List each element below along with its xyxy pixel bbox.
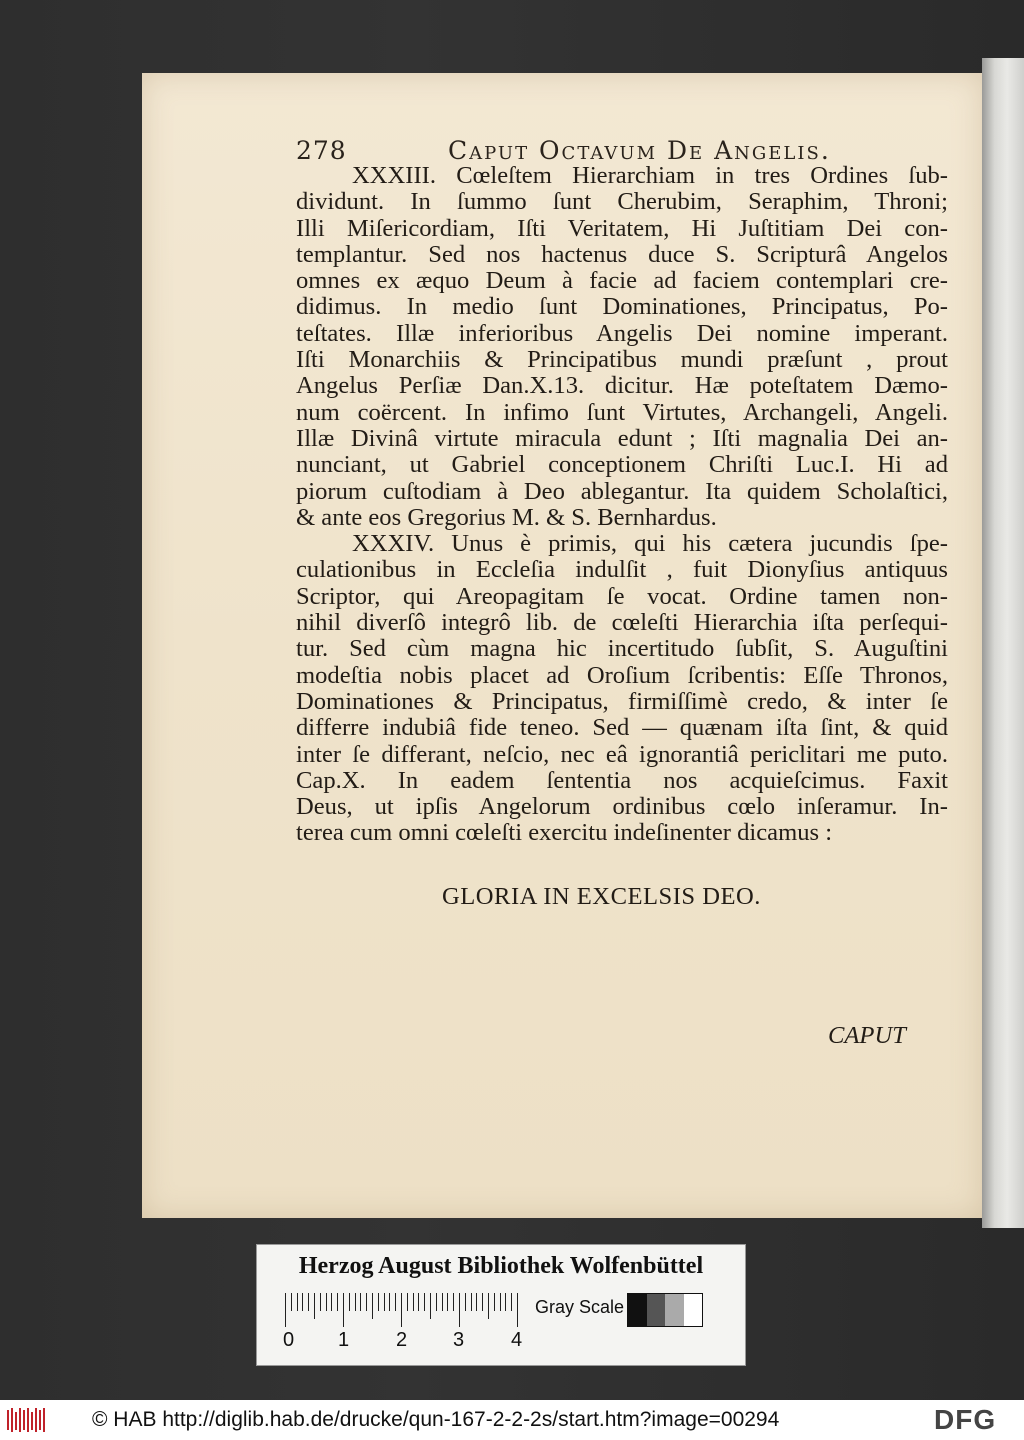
ruler-tick <box>488 1293 489 1319</box>
gray-scale-patches <box>627 1293 703 1327</box>
ruler-tick <box>320 1293 321 1311</box>
ruler-tick <box>389 1293 390 1311</box>
text-line: nunciant, ut Gabriel conceptionem Chriſti Luc.I. Hi ad <box>296 451 948 479</box>
ruler-tick <box>401 1293 402 1327</box>
gray-patch <box>647 1294 666 1326</box>
gray-patch <box>665 1294 684 1326</box>
ruler-tick <box>349 1293 350 1311</box>
ruler-tick <box>476 1293 477 1311</box>
facing-page-edge <box>982 58 1024 1228</box>
ruler-tick <box>418 1293 419 1311</box>
text-line: culationibus in Eccleſia indulſit , fuit Dionyſius antiquus <box>296 556 948 584</box>
text-line: tur. Sed cùm magna hic incertitudo ſubſit, S. Auguſtini <box>296 635 948 663</box>
ruler-tick <box>471 1293 472 1311</box>
text-line: & ante eos Gregorius M. & S. Bernhardus. <box>296 503 717 531</box>
text-line: XXXIII. Cœleſtem Hierarchiam in tres Ordines ſub- <box>352 162 948 189</box>
ruler-tick <box>442 1293 443 1311</box>
ruler-tick <box>285 1293 286 1327</box>
ruler-tick <box>355 1293 356 1311</box>
ruler-tick <box>314 1293 315 1319</box>
ruler-tick <box>407 1293 408 1311</box>
text-line: Deus, ut ipſis Angelorum ordinibus cœlo inſeramur. In- <box>296 793 948 821</box>
text-line: nihil diverſô integrô lib. de cœleſti Hierarchia iſta perſequi- <box>296 609 948 637</box>
ruler-tick <box>517 1293 518 1327</box>
text-line: omnes ex æquo Deum à facie ad faciem contemplari cre- <box>296 267 948 295</box>
ruler-tick <box>331 1293 332 1311</box>
catchword: CAPUT <box>828 1022 906 1049</box>
text-line: templantur. Sed nos hactenus duce S. Scripturâ Angelos <box>296 240 948 268</box>
ruler-tick <box>424 1293 425 1311</box>
text-line: Iſti Monarchiis & Principatibus mundi præſunt , prout <box>296 346 948 374</box>
text-line: Angelus Perſiæ Dan.X.13. dicitur. Hæ poteſtatem Dæmo- <box>296 372 948 400</box>
body-text <box>296 163 948 847</box>
ruler-tick <box>378 1293 379 1311</box>
text-line: teſtates. Illæ inferioribus Angelis Dei nomine imperant. <box>296 319 948 347</box>
ruler-tick <box>308 1293 309 1311</box>
ruler-tick <box>430 1293 431 1319</box>
viewer-footer <box>0 1400 1024 1440</box>
ruler-tick <box>459 1293 460 1327</box>
ruler-tick <box>372 1293 373 1319</box>
ruler-number: 4 <box>511 1329 523 1351</box>
text-line: modeſtia nobis placet ad Oroſium ſcribentis: Eſſe Thronos, <box>296 661 948 689</box>
ruler-tick <box>453 1293 454 1311</box>
text-line: terea cum omni cœleſti exercitu indeſinenter dicamus : <box>296 819 833 847</box>
ruler-tick <box>360 1293 361 1311</box>
source-link[interactable]: © HAB http://diglib.hab.de/drucke/qun-167-2-2-2s/start.htm?image=00294 <box>92 1408 780 1431</box>
text-line: Illæ Divinâ virtute miracula edunt ; Iſti magnalia Dei an- <box>296 424 948 452</box>
ruler-tick <box>505 1293 506 1311</box>
text-line: inter ſe differant, neſcio, nec eâ ignorantiâ periclitari me puto. <box>296 740 948 768</box>
ruler-tick <box>500 1293 501 1311</box>
ruler-number: 0 <box>283 1329 295 1351</box>
ruler-tick <box>297 1293 298 1311</box>
text-line: piorum cuſtodiam à Deo ablegantur. Ita quidem Scholaſtici, <box>296 477 948 505</box>
ruler-number: 2 <box>396 1329 408 1351</box>
ruler-tick <box>343 1293 344 1327</box>
gray-scale-label: Gray Scale <box>535 1297 625 1317</box>
ruler-tick <box>465 1293 466 1311</box>
ruler-tick <box>291 1293 292 1311</box>
ruler-tick <box>302 1293 303 1311</box>
dfg-logo: DFG <box>934 1404 997 1435</box>
ruler-tick <box>482 1293 483 1311</box>
ruler-tick <box>447 1293 448 1311</box>
running-head: Caput Octavum De Angelis. <box>448 136 831 165</box>
ruler-tick <box>366 1293 367 1311</box>
text-line: Scriptor, qui Areopagitam ſe vocat. Ordine tamen non- <box>296 582 948 610</box>
ruler-tick <box>337 1293 338 1311</box>
ruler-tick <box>326 1293 327 1311</box>
text-line: XXXIV. Unus è primis, qui his cætera jucundis ſpe- <box>352 530 948 558</box>
ruler-number: 3 <box>453 1329 465 1351</box>
page-number: 278 <box>296 136 347 165</box>
ruler <box>285 1293 521 1327</box>
text-line: Cap.X. In eadem ſententia nos acquieſcimus. Faxit <box>296 766 948 794</box>
gray-patch <box>628 1294 647 1326</box>
ruler-tick <box>436 1293 437 1311</box>
text-line: num coërcent. In infimo ſunt Virtutes, Archangeli, Angeli. <box>296 398 948 426</box>
gray-patch <box>684 1294 703 1326</box>
text-line: differre indubiâ fide teneo. Sed — quænam iſta ſint, & quid <box>296 714 948 742</box>
hab-barcode-icon <box>6 1406 48 1434</box>
color-reference-card <box>256 1244 746 1366</box>
ruler-number: 1 <box>338 1329 350 1351</box>
ruler-tick <box>511 1293 512 1311</box>
ruler-tick <box>395 1293 396 1311</box>
card-title: Herzog August Bibliothek Wolfenbüttel <box>298 1253 704 1279</box>
text-line: dividunt. In ſummo ſunt Cherubim, Seraphim, Throni; <box>296 188 948 216</box>
colophon: GLORIA IN EXCELSIS DEO. <box>442 883 761 910</box>
text-line: Illi Miſericordiam, Iſti Veritatem, Hi Juſtitiam Dei con- <box>296 214 948 242</box>
ruler-tick <box>494 1293 495 1311</box>
ruler-tick <box>413 1293 414 1311</box>
ruler-tick <box>384 1293 385 1311</box>
text-line: didimus. In medio ſunt Dominationes, Principatus, Po- <box>296 293 948 321</box>
text-line: Dominationes & Principatus, firmiſſimè credo, & inter ſe <box>296 687 948 715</box>
